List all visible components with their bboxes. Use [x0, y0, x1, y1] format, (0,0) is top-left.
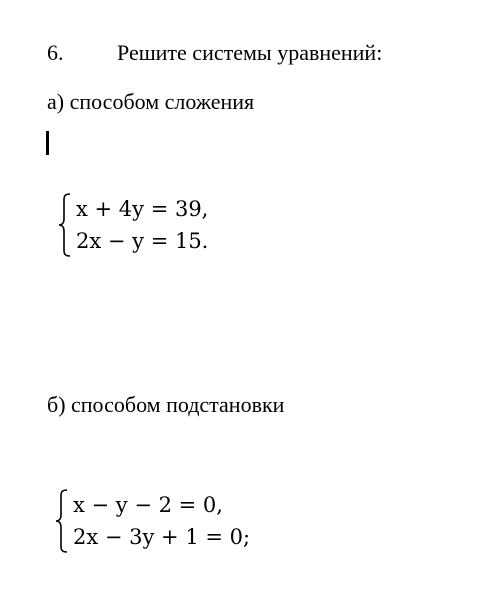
equation-a-2: 2x − y = 15. [76, 229, 209, 253]
brace-icon [58, 193, 72, 257]
equation-system-b [55, 489, 275, 553]
text-cursor [46, 131, 49, 155]
part-a-label: а) способом сложения [47, 89, 255, 114]
part-b-label: б) способом подстановки [47, 392, 285, 417]
equation-b-1: x − y − 2 = 0, [73, 493, 223, 517]
equation-a-1: x + 4y = 39, [76, 197, 209, 221]
task-title: Решите системы уравнений: [117, 40, 383, 65]
equation-system-a [58, 193, 258, 257]
brace-icon [55, 489, 69, 553]
equation-b-2: 2x − 3y + 1 = 0; [73, 525, 251, 549]
task-number: 6. [47, 40, 64, 65]
